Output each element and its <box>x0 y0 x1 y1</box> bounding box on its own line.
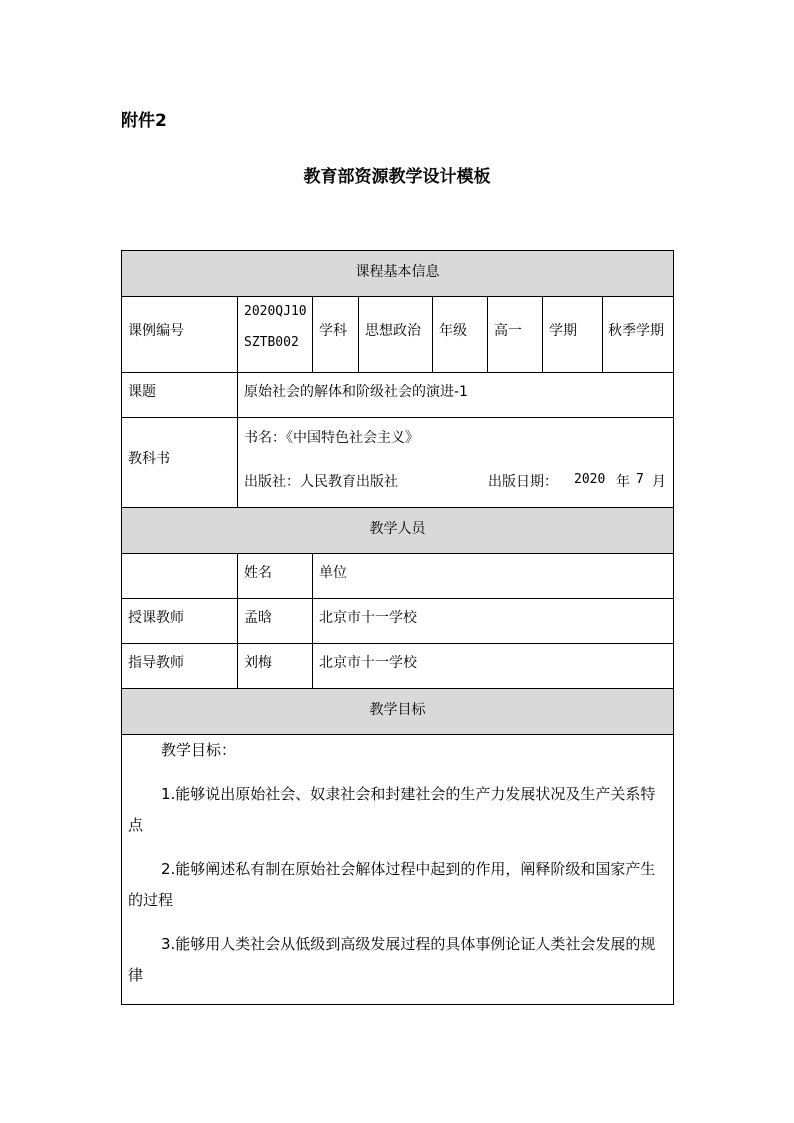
grade-value: 高一 <box>494 323 522 339</box>
staff-unit: 北京市十一学校 <box>319 610 417 626</box>
subject-value: 思想政治 <box>365 323 421 339</box>
staff-name: 孟晗 <box>244 610 272 626</box>
column-divider <box>312 296 313 372</box>
month-unit: 月 <box>652 474 666 490</box>
column-divider <box>542 296 543 372</box>
row-divider <box>122 372 673 373</box>
publisher: 出版社：人民教育出版社 <box>244 474 398 490</box>
topic-value: 原始社会的解体和阶级社会的演进-1 <box>244 384 468 400</box>
column-divider <box>358 296 359 372</box>
row-divider <box>122 643 673 644</box>
publish-month: 7 <box>636 472 644 487</box>
course-number-line1: 2020QJ10 <box>244 304 307 319</box>
column-divider <box>237 553 238 688</box>
unit-column-header: 单位 <box>319 565 347 581</box>
column-divider <box>487 296 488 372</box>
grade-label: 年级 <box>439 323 467 339</box>
term-value: 秋季学期 <box>608 323 664 339</box>
publish-date-label: 出版日期： <box>488 474 558 490</box>
column-divider <box>237 296 238 507</box>
book-name: 书名：《中国特色社会主义》 <box>244 430 419 446</box>
column-divider <box>602 296 603 372</box>
column-divider <box>312 553 313 688</box>
attachment-label: 附件2 <box>121 111 167 131</box>
section-basic-info-label: 课程基本信息 <box>355 264 440 280</box>
lesson-design-table <box>121 250 674 1005</box>
objective-item-3: 3.能够用人类社会从低级到高级发展过程的具体事例论证人类社会发展的规律 <box>128 935 656 984</box>
course-number-label: 课例编号 <box>128 323 184 339</box>
course-number-line2: SZTB002 <box>244 335 299 350</box>
section-staff-label: 教学人员 <box>369 521 426 537</box>
row-divider <box>122 598 673 599</box>
topic-label: 课题 <box>128 384 156 400</box>
textbook-label: 教科书 <box>128 451 170 467</box>
column-divider <box>432 296 433 372</box>
section-staff <box>122 508 673 553</box>
objectives-intro: 教学目标： <box>161 741 237 759</box>
staff-role: 授课教师 <box>128 610 184 626</box>
publish-year: 2020 <box>574 472 606 487</box>
section-objectives <box>122 689 673 734</box>
row-divider <box>122 553 673 554</box>
subject-label: 学科 <box>319 323 347 339</box>
section-objectives-label: 教学目标 <box>369 702 426 718</box>
objective-item-2: 2.能够阐述私有制在原始社会解体过程中起到的作用，阐释阶级和国家产生的过程 <box>128 860 656 909</box>
name-column-header: 姓名 <box>244 565 272 581</box>
staff-unit: 北京市十一学校 <box>319 655 417 671</box>
year-unit: 年 <box>616 474 630 490</box>
objective-item-1: 1.能够说出原始社会、奴隶社会和封建社会的生产力发展状况及生产关系特点 <box>128 785 656 834</box>
staff-name: 刘梅 <box>244 655 272 671</box>
section-basic-info <box>122 251 673 296</box>
document-title: 教育部资源教学设计模板 <box>303 167 491 187</box>
row-divider <box>122 296 673 297</box>
staff-role: 指导教师 <box>128 655 184 671</box>
term-label: 学期 <box>549 323 577 339</box>
row-divider <box>122 417 673 418</box>
